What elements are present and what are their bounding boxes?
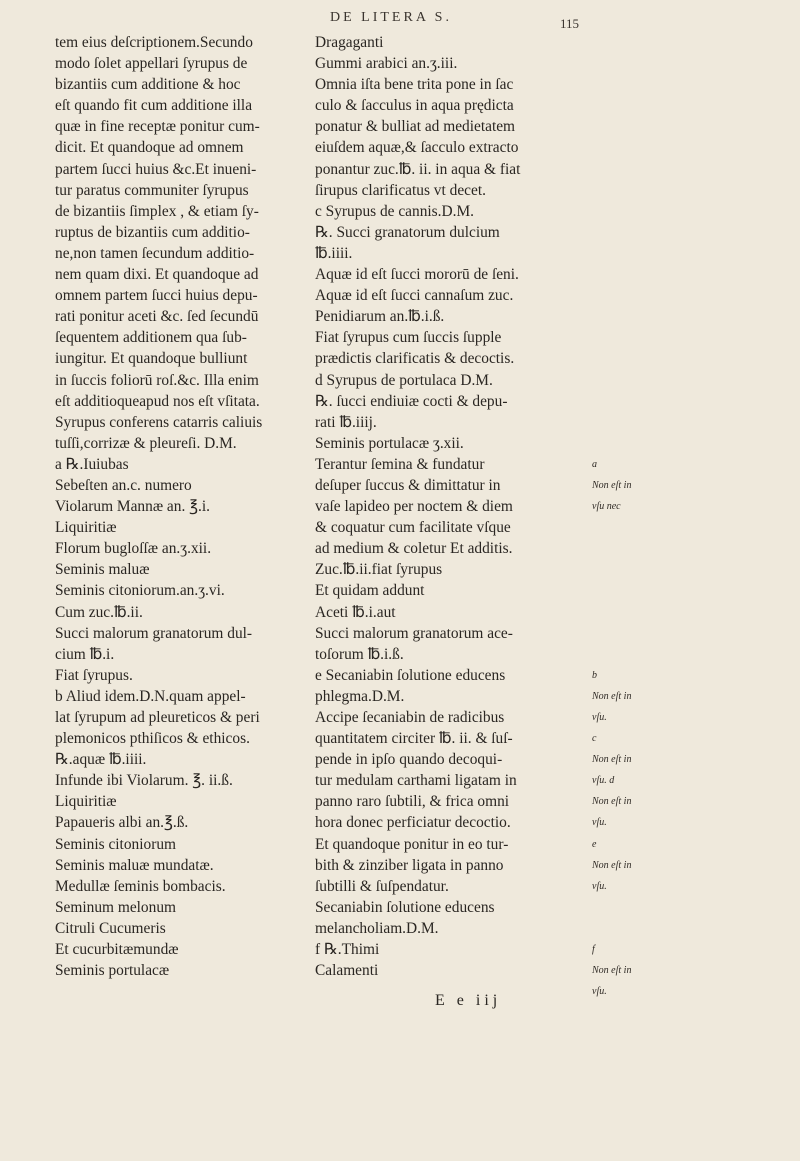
text-line: Aquæ id eſt ſucci mororū de ſeni. <box>315 266 519 284</box>
text-line: Infunde ibi Violarum. ℥. ii.ß. <box>55 772 233 790</box>
text-line: Seminis portulacæ ʒ.xii. <box>315 434 464 452</box>
margin-note <box>592 348 662 369</box>
margin-note: vſu. <box>592 712 607 723</box>
text-line: toſorum ℔.i.ß. <box>315 645 404 663</box>
margin-note: vſu. <box>592 986 607 998</box>
text-line: a ℞.Iuiubas <box>55 455 129 473</box>
text-line: Et quandoque ponitur in eo tur- <box>315 835 509 853</box>
text-line: Fiat ſyrupus cum ſuccis ſupple <box>315 329 502 347</box>
right-text-column <box>315 32 521 981</box>
text-line: b Aliud idem.D.N.quam appel- <box>55 687 246 705</box>
marginal-notes <box>592 32 662 1002</box>
running-title: DE LITERA S. <box>330 10 452 25</box>
text-line: Gummi arabici an.ʒ.iii. <box>315 55 458 73</box>
text-line: vaſe lapideo per noctem & diem <box>315 498 513 516</box>
text-line: Medullæ ſeminis bombacis. <box>55 877 226 895</box>
text-line: c Syrupus de cannis.D.M. <box>315 202 475 220</box>
margin-note <box>592 623 662 644</box>
text-line: omnem partem ſucci huius depu- <box>55 287 258 305</box>
margin-note <box>592 306 662 327</box>
text-line: Succi malorum granatorum dul- <box>55 624 253 642</box>
text-line: modo ſolet appellari ſyrupus de <box>55 55 248 73</box>
text-line: iungitur. Et quandoque bulliunt <box>55 350 248 368</box>
text-line: Seminis maluæ <box>55 561 150 579</box>
text-line: eſt quando fit cum additione illa <box>55 97 253 115</box>
text-line: dicit. Et quandoque ad omnem <box>55 139 244 157</box>
page-header <box>0 10 800 34</box>
margin-note <box>592 264 662 285</box>
text-line: ℞. ſucci endiuiæ cocti & depu- <box>315 392 508 410</box>
margin-note <box>592 32 662 53</box>
text-line: Papaueris albi an.℥.ß. <box>55 814 189 832</box>
text-line: tuſſi,corrizæ & pleureſi. D.M. <box>55 434 237 452</box>
margin-note: a <box>592 458 597 470</box>
text-line: tur paratus communiter ſyrupus <box>55 181 249 199</box>
margin-note <box>592 159 662 180</box>
margin-note <box>592 222 662 243</box>
text-line: partem ſucci huius &c.Et inueni- <box>55 160 257 178</box>
text-line: Sebeſten an.c. numero <box>55 476 192 494</box>
text-line: plemonicos pthiſicos & ethicos. <box>55 730 250 748</box>
page-number: 115 <box>560 16 580 31</box>
text-line: Violarum Mannæ an. ℥.i. <box>55 498 211 516</box>
margin-note: vſu. <box>592 880 607 892</box>
margin-note <box>592 644 662 665</box>
text-line: tem eius deſcriptionem.Secundo <box>55 34 253 51</box>
text-line: & coquatur cum facilitate vſque <box>315 519 511 537</box>
text-line: Seminis citoniorum.an.ʒ.vi. <box>55 582 225 600</box>
text-line: bith & zinziber ligata in panno <box>315 856 504 874</box>
margin-note: Non eſt in <box>592 690 632 702</box>
text-line: ℞. Succi granatorum dulcium <box>315 223 500 241</box>
text-line: tur medulam carthami ligatam in <box>315 772 517 790</box>
text-line: Terantur ſemina & fundatur <box>315 455 485 473</box>
margin-note <box>592 391 662 412</box>
text-line: ad medium & coletur Et additis. <box>315 540 513 558</box>
margin-note: vſu nec <box>592 501 621 513</box>
text-line: panno raro ſubtili, & frica omni <box>315 793 510 811</box>
text-line: Et quidam addunt <box>315 582 425 600</box>
margin-note: f <box>592 944 595 956</box>
text-line: ruptus de bizantiis cum additio- <box>55 223 250 241</box>
text-line: Seminis portulacæ <box>55 962 170 980</box>
text-line: rati ponitur aceti &c. ſed ſecundū <box>55 308 259 326</box>
text-line: hora donec perficiatur decoctio. <box>315 814 511 832</box>
text-line: ℞.aquæ ℔.iiii. <box>55 751 147 769</box>
margin-note: Non eſt in <box>592 796 632 808</box>
margin-note: vſu. <box>592 817 607 829</box>
text-line: Cum zuc.℔.ii. <box>55 603 143 621</box>
left-text-column <box>55 32 310 981</box>
text-line: Calamenti <box>315 962 379 980</box>
margin-note <box>592 559 662 580</box>
text-line: culo & ſacculus in aqua prędicta <box>315 97 514 115</box>
margin-note <box>592 243 662 264</box>
text-line: ne,non tamen ſecundum additio- <box>55 244 255 262</box>
text-line: Dragaganti <box>315 34 384 51</box>
margin-note <box>592 327 662 348</box>
margin-note <box>592 517 662 538</box>
text-line: d Syrupus de portulaca D.M. <box>315 371 493 389</box>
text-line: Seminis maluæ mundatæ. <box>55 856 214 874</box>
text-line: cium ℔.i. <box>55 645 115 663</box>
text-line: e Secaniabin ſolutione educens <box>315 666 506 684</box>
text-line: deſuper ſuccus & dimittatur in <box>315 476 501 494</box>
margin-note: vſu. d <box>592 775 615 787</box>
text-line: quæ in fine receptæ ponitur cum- <box>55 118 260 136</box>
text-line: prædictis clarificatis & decoctis. <box>315 350 515 368</box>
text-line: Succi malorum granatorum ace- <box>315 624 513 642</box>
margin-note <box>592 918 662 939</box>
margin-note <box>592 74 662 95</box>
text-line: ℔.iiii. <box>315 244 353 262</box>
text-line: eiuſdem aquæ,& ſacculo extracto <box>315 139 519 157</box>
margin-note: Non eſt in <box>592 859 632 871</box>
margin-note <box>592 53 662 74</box>
margin-note <box>592 201 662 222</box>
margin-note: c <box>592 733 597 745</box>
text-line: de bizantiis ſimplex , & etiam ſy- <box>55 202 259 220</box>
text-line: in ſuccis foliorū roſ.&c. Illa enim <box>55 371 259 389</box>
text-line: Penidiarum an.℔.i.ß. <box>315 308 445 326</box>
margin-note <box>592 897 662 918</box>
margin-note <box>592 137 662 158</box>
text-line: Florum bugloſſæ an.ʒ.xii. <box>55 540 212 558</box>
text-line: ſubtilli & ſuſpendatur. <box>315 877 449 895</box>
text-line: Zuc.℔.ii.fiat ſyrupus <box>315 561 443 579</box>
margin-note <box>592 602 662 623</box>
text-line: phlegma.D.M. <box>315 687 405 705</box>
text-line: Aquæ id eſt ſucci cannaſum zuc. <box>315 287 514 305</box>
margin-note <box>592 285 662 306</box>
margin-note: Non eſt in <box>592 479 632 491</box>
margin-note <box>592 180 662 201</box>
margin-note <box>592 95 662 116</box>
margin-note: e <box>592 838 597 850</box>
text-line: Accipe ſecaniabin de radicibus <box>315 709 505 726</box>
margin-note <box>592 412 662 433</box>
signature-mark: E e iij <box>435 992 502 1009</box>
text-line: Secaniabin ſolutione educens <box>315 898 495 916</box>
text-line: Omnia iſta bene trita pone in ſac <box>315 76 514 94</box>
text-line: pende in ipſo quando decoqui- <box>315 751 503 769</box>
text-line: Seminis citoniorum <box>55 835 176 853</box>
margin-note <box>592 580 662 601</box>
text-line: ſequentem additionem qua ſub- <box>55 329 247 347</box>
text-line: melancholiam.D.M. <box>315 919 439 937</box>
text-line: Seminum melonum <box>55 898 176 916</box>
text-line: Fiat ſyrupus. <box>55 666 133 684</box>
text-line: ſirupus clarificatus vt decet. <box>315 181 486 199</box>
text-line: nem quam dixi. Et quandoque ad <box>55 266 259 284</box>
margin-note <box>592 433 662 454</box>
text-line: Liquiritiæ <box>55 519 117 537</box>
margin-note: Non eſt in <box>592 965 632 977</box>
text-line: rati ℔.iiij. <box>315 413 377 431</box>
text-line: Aceti ℔.i.aut <box>315 603 396 621</box>
text-line: bizantiis cum additione & hoc <box>55 76 241 94</box>
text-line: eſt additioqueapud nos eſt vſitata. <box>55 392 260 410</box>
text-line: Et cucurbitæmundæ <box>55 941 179 959</box>
text-line: quantitatem circiter ℔. ii. & ſuſ- <box>315 730 513 748</box>
margin-note: Non eſt in <box>592 754 632 766</box>
text-line: lat ſyrupum ad pleureticos & peri <box>55 709 260 726</box>
text-line: f ℞.Thimi <box>315 941 380 959</box>
text-line: ponatur & bulliat ad medietatem <box>315 118 516 136</box>
text-line: ponantur zuc.℔. ii. in aqua & fiat <box>315 160 521 178</box>
margin-note: b <box>592 669 597 681</box>
text-line: Citruli Cucumeris <box>55 919 166 937</box>
text-line: Liquiritiæ <box>55 793 117 811</box>
margin-note <box>592 538 662 559</box>
margin-note <box>592 116 662 137</box>
margin-note <box>592 370 662 391</box>
text-line: Syrupus conferens catarris caliuis <box>55 413 263 431</box>
